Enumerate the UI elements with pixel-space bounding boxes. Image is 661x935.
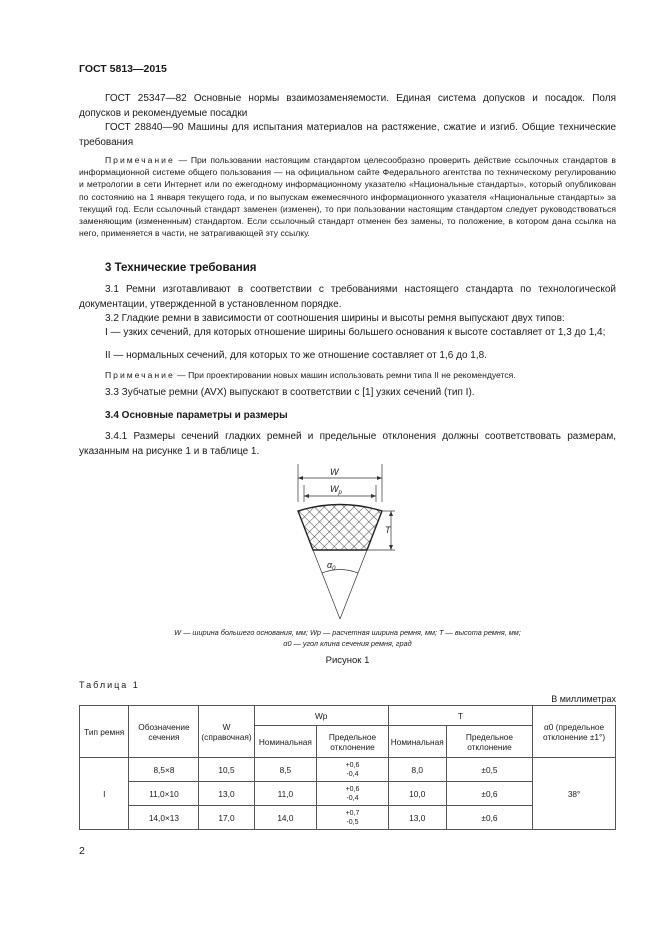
cell-w: 10,5 — [199, 758, 254, 782]
arrow-head — [304, 494, 309, 498]
paragraph-3-2: 3.2 Гладкие ремни в зависимости от соотношения ширины и высоты ремня выпускают двух типов: — [105, 313, 565, 324]
paragraph-3-2-type-1: I — узких сечений, для которых отношение ширины большего основания к высоте составляет от 1,3 до 1,4; — [105, 327, 606, 338]
ref-gost-28840: ГОСТ 28840—90 Машины для испытания материалов на растяжение, сжатие и изгиб. Общие технические требования — [79, 122, 616, 148]
label-alpha: $\alpha_0$ — [327, 560, 336, 572]
cell-wp-nominal: 14,0 — [254, 806, 317, 830]
header-designation: Обозначение сечения — [129, 706, 199, 758]
header-alpha: α0 (предельное отклонение ±1°) — [533, 706, 616, 758]
cell-t-limit: ±0,6 — [446, 782, 532, 806]
note-text: — При проектировании новых машин использовать ремни типа II не рекомендуется. — [174, 370, 516, 380]
cell-alpha: 38° — [533, 758, 616, 830]
header-w: W (справочная) — [199, 706, 254, 758]
cell-designation: 8,5×8 — [129, 758, 199, 782]
figure-caption-line-1: W — ширина большего основания, мм; Wp — расчетная ширина ремня, мм; T — высота ремня, мм; — [174, 628, 521, 637]
cell-type: I — [80, 758, 129, 830]
cell-wp-limit: +0,6 -0,4 — [317, 782, 389, 806]
cell-wp-limit: +0,7 -0,5 — [317, 806, 389, 830]
label-w: W — [330, 467, 339, 477]
note-label: Примечание — [105, 155, 175, 165]
cell-wp-nominal: 11,0 — [254, 782, 317, 806]
cell-wp-limit: +0,6 -0,4 — [317, 758, 389, 782]
arrow-head — [389, 545, 393, 550]
ref-gost-25347: ГОСТ 25347—82 Основные нормы взаимозаменяемости. Единая система допусков и посадок. Поля допусков и рекомендуемые посадки — [79, 93, 616, 119]
table-label: Таблица 1 — [79, 680, 140, 690]
paragraph-3-2-type-2: II — нормальных сечений, для которых то же отношение составляет от 1,6 до 1,8. — [105, 350, 487, 361]
cell-t-nominal: 8,0 — [388, 758, 446, 782]
figure-caption — [79, 627, 616, 649]
header-wp-nominal: Номинальная — [254, 726, 317, 758]
header-wp: Wp — [254, 706, 388, 726]
paragraph-3-4-1: 3.4.1 Размеры сечений гладких ремней и предельные отклонения должны соответствовать размерам, указанным на рисунке 1 и в таблице 1. — [79, 431, 616, 457]
header-t: T — [388, 706, 532, 726]
section-3-title: 3 Технические требования — [105, 262, 257, 274]
header-t-nominal: Номинальная — [388, 726, 446, 758]
arrow-head — [298, 476, 303, 480]
paragraph-3-1: 3.1 Ремни изготавливают в соответствии с требованиями настоящего стандарта по технологической документации, утвержденной в установленном порядке. — [79, 284, 616, 310]
arrow-head — [389, 511, 393, 516]
table-units: В миллиметрах — [551, 694, 616, 704]
label-wp: $W_p$ — [330, 484, 342, 496]
header-t-limit: Предельное отклонение — [446, 726, 532, 758]
cell-t-limit: ±0,5 — [446, 758, 532, 782]
arrow-head — [371, 494, 376, 498]
paragraph-3-3: 3.3 Зубчатые ремни (AVX) выпускают в соответствии с [1] узких сечений (тип I). — [105, 387, 475, 398]
alpha-arc — [322, 570, 358, 574]
table-1 — [79, 705, 616, 830]
header-wp-limit: Предельное отклонение — [317, 726, 389, 758]
figure-caption-line-2: α0 — угол клина сечения ремня, град — [283, 639, 412, 648]
cell-t-limit: ±0,6 — [446, 806, 532, 830]
note-design — [79, 369, 616, 381]
wedge-line-right — [340, 550, 367, 619]
page-number: 2 — [79, 845, 85, 857]
subsection-3-4-title: 3.4 Основные параметры и размеры — [105, 410, 288, 421]
cell-t-nominal: 13,0 — [388, 806, 446, 830]
note-references — [79, 154, 616, 239]
note-text: — При пользовании настоящим стандартом целесообразно проверить действие ссылочных стандартов в информационной системе общего пользования — на официальном сайте Федерального агентства по техническому регулированию и метрологии в сети Интернет или по ежегодному информационному указателю «Национальные стандарты», который опубликован по состоянию на 1 января текущего года, и по выпускам ежемесячного информационного указателя «Национальные стандарты» за текущий год. Если ссылочный стандарт заменен (изменен), то при пользовании настоящим стандартом следует руководствоваться заменяющим (измененным) стандартом. Если ссылочный стандарт отменен без замены, то положение, в котором дана ссылка на него, применяется в части, не затрагивающей эту ссылку. — [79, 155, 616, 239]
belt-cross-section — [298, 505, 382, 551]
document-header: ГОСТ 5813—2015 — [79, 63, 167, 75]
note-label: Примечание — [105, 370, 175, 380]
cell-designation: 14,0×13 — [129, 806, 199, 830]
cell-designation: 11,0×10 — [129, 782, 199, 806]
header-type: Тип ремня — [80, 706, 129, 758]
cell-w: 13,0 — [199, 782, 254, 806]
figure-title: Рисунок 1 — [325, 655, 370, 666]
cell-w: 17,0 — [199, 806, 254, 830]
cell-t-nominal: 10,0 — [388, 782, 446, 806]
arrow-head — [377, 476, 382, 480]
label-t: T — [385, 525, 391, 535]
cell-wp-nominal: 8,5 — [254, 758, 317, 782]
table-row — [80, 758, 616, 782]
belt-section-figure — [260, 462, 420, 622]
